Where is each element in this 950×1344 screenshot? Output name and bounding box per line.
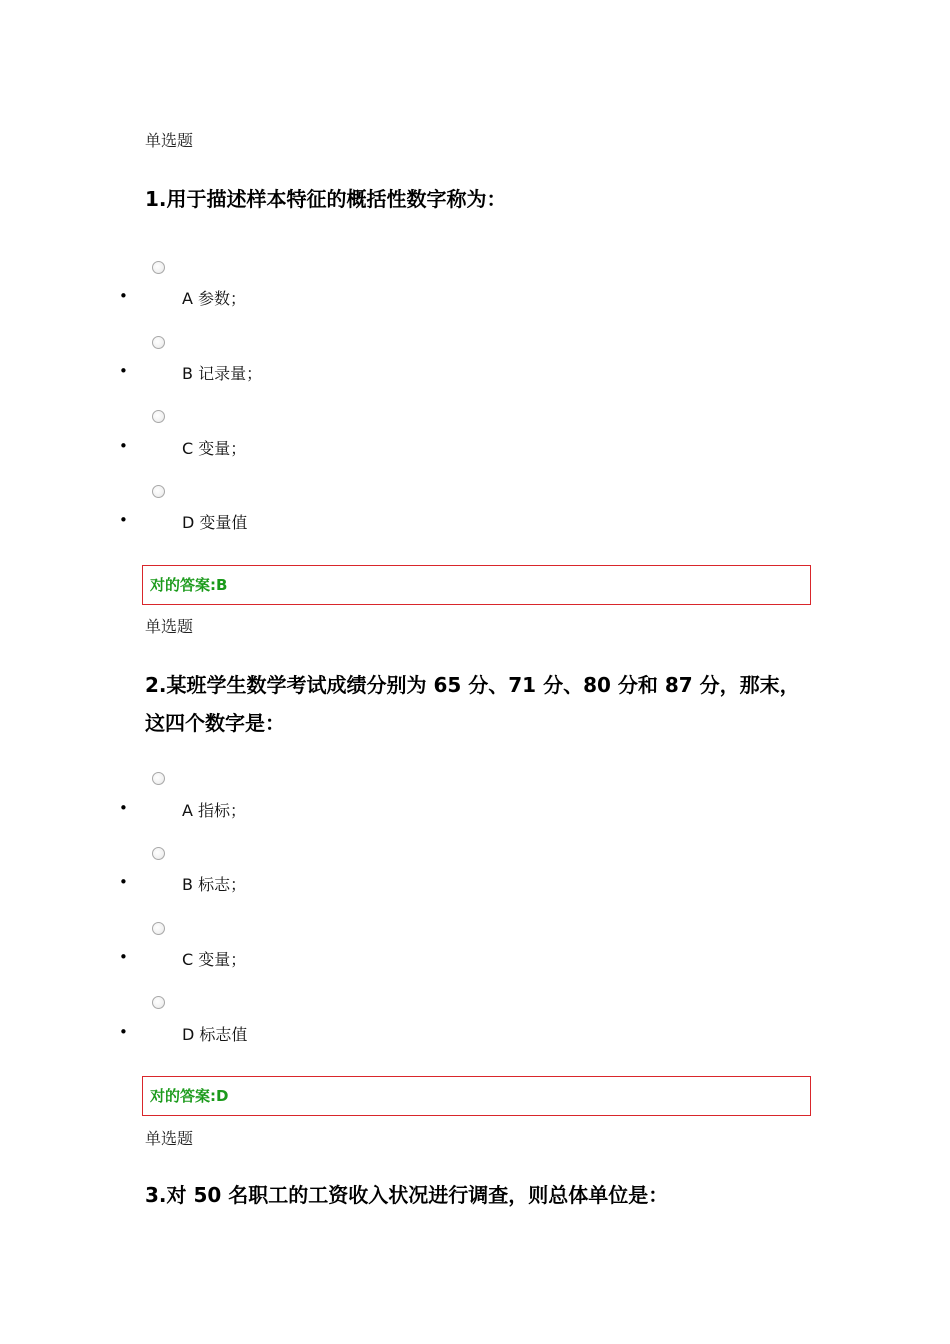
list-bullet: • <box>119 511 128 529</box>
list-bullet: • <box>119 1023 128 1041</box>
question-type-label: 单选题 <box>145 131 194 150</box>
list-bullet: • <box>119 948 128 966</box>
question-title: 2.某班学生数学考试成绩分别为 65 分、71 分、80 分和 87 分，那末，这四个数字是： <box>145 673 800 735</box>
list-bullet: • <box>119 873 128 891</box>
list-bullet: • <box>119 287 128 305</box>
option-c-radio[interactable] <box>152 922 165 935</box>
option-a-radio[interactable] <box>152 772 165 785</box>
list-bullet: • <box>119 437 128 455</box>
option-c-label: C 变量； <box>182 439 247 458</box>
question-title: 3.对 50 名职工的工资收入状况进行调查，则总体单位是： <box>145 1183 669 1207</box>
list-bullet: • <box>119 362 128 380</box>
correct-answer-box: 对的答案:B <box>142 565 811 605</box>
correct-answer-box: 对的答案:D <box>142 1076 811 1116</box>
option-b-radio[interactable] <box>152 847 165 860</box>
option-d-label: D 标志值 <box>182 1025 248 1044</box>
option-a-label: A 指标； <box>182 801 247 820</box>
option-d-radio[interactable] <box>152 996 165 1009</box>
option-b-radio[interactable] <box>152 336 165 349</box>
option-a-radio[interactable] <box>152 261 165 274</box>
question-title: 1.用于描述样本特征的概括性数字称为： <box>145 187 507 211</box>
option-b-label: B 记录量； <box>182 364 263 383</box>
option-c-radio[interactable] <box>152 410 165 423</box>
question-type-label: 单选题 <box>145 1129 194 1148</box>
question-type-label: 单选题 <box>145 617 194 636</box>
option-d-label: D 变量值 <box>182 513 248 532</box>
option-d-radio[interactable] <box>152 485 165 498</box>
option-b-label: B 标志； <box>182 875 247 894</box>
list-bullet: • <box>119 799 128 817</box>
option-c-label: C 变量； <box>182 950 247 969</box>
option-a-label: A 参数； <box>182 289 247 308</box>
